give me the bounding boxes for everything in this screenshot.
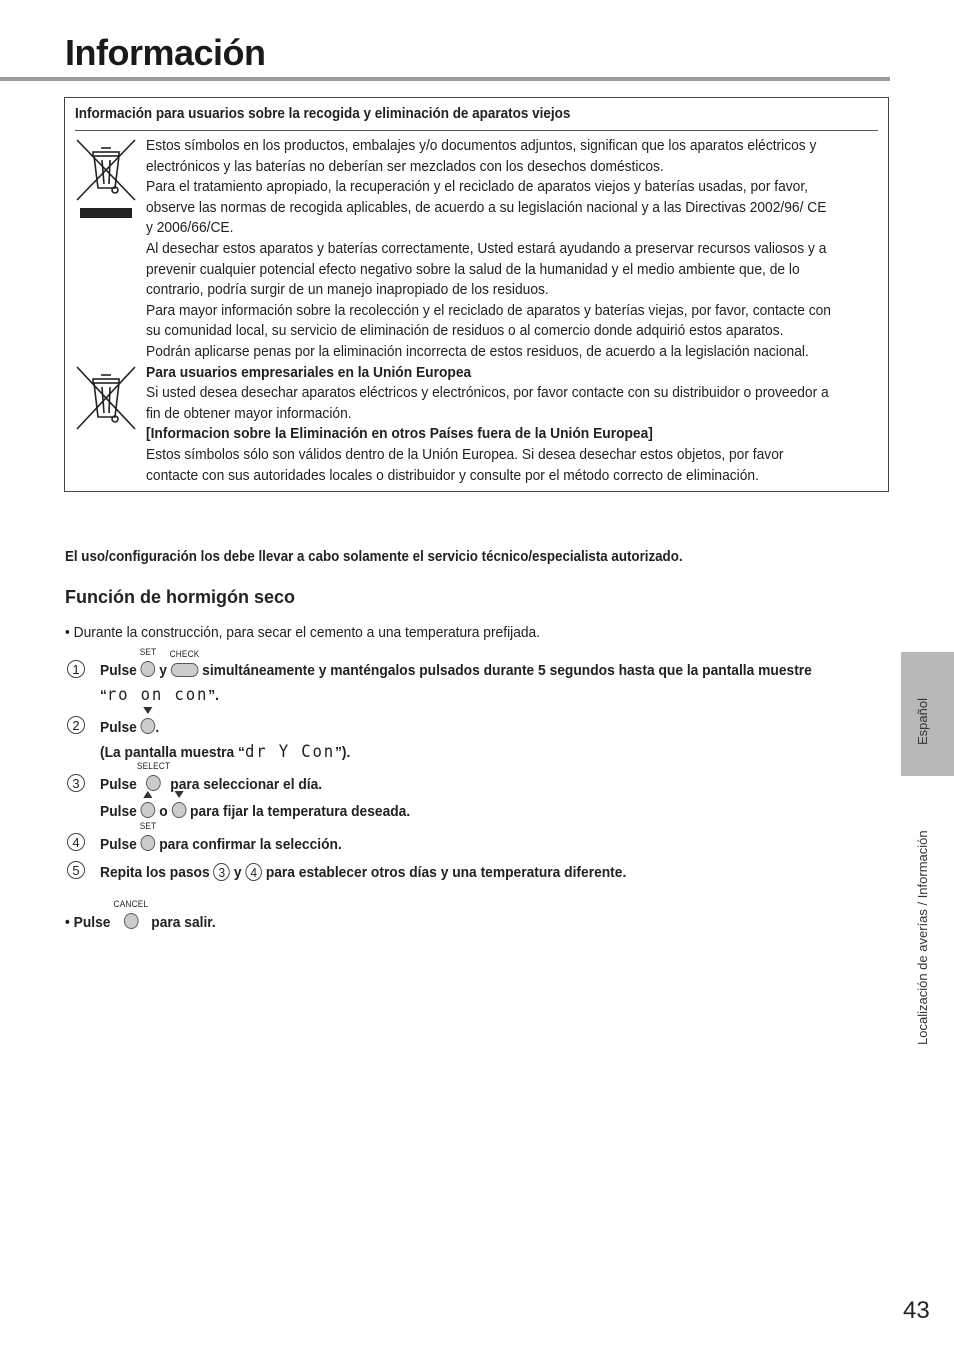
step-number: 5 xyxy=(67,861,85,879)
info-paragraph: Podrán aplicarse penas por la eliminación incorrecta de estos residuos, de acuerdo a la legislación nacional. xyxy=(146,342,809,360)
down-button-icon xyxy=(141,718,156,734)
segment-display-text: ro on con xyxy=(106,685,209,705)
step-text: para salir. xyxy=(151,914,216,931)
step-text: para establecer otros días y una temperatura diferente. xyxy=(265,864,627,881)
step-text: para confirmar la selección. xyxy=(159,836,342,853)
step-text: para seleccionar el día. xyxy=(170,776,323,793)
step-number: 3 xyxy=(67,774,85,792)
page-number: 43 xyxy=(903,1297,930,1324)
section-heading: Función de hormigón seco xyxy=(65,587,296,607)
info-box-text xyxy=(146,136,836,486)
non-eu-heading: [Informacion sobre la Eliminación en otros Países fuera de la Unión Europea] xyxy=(146,425,653,443)
title-rule xyxy=(0,77,890,81)
quote-mark: ”. xyxy=(208,687,219,704)
step-2 xyxy=(100,718,159,736)
step-3-line2 xyxy=(100,802,410,820)
crossed-bin-icon xyxy=(75,365,137,433)
step-text: Pulse xyxy=(100,719,137,736)
info-paragraph: Para mayor información sobre la recolección y el reciclado de aparatos y baterías viejas, por favor, contacte con su comunidad local, su servicio de eliminación de residuos o al comercio donde adquirió estos aparatos. xyxy=(146,301,831,340)
set-button-icon xyxy=(139,821,157,851)
step-text: y xyxy=(159,662,167,679)
step-text: Pulse xyxy=(100,662,137,679)
info-paragraph: Estos símbolos en los productos, embalajes y/o documentos adjuntos, significan que los aparatos eléctricos y electrónicos y las baterías no deberían ser mezclados con los desechos domésticos. xyxy=(146,137,817,175)
button-caption: CHECK xyxy=(169,649,200,659)
button-caption: SELECT xyxy=(136,761,171,771)
info-paragraph: Estos símbolos sólo son válidos dentro de la Unión Europea. Si desea desechar estos objetos, por favor contacte con sus autoridades locales o distribuidor y consulte por el método correcto de eliminación. xyxy=(146,445,784,484)
section-bullet: • Durante la construcción, para secar el cemento a una temperatura prefijada. xyxy=(65,624,541,641)
info-paragraph: Al desechar estos aparatos y baterías correctamente, Usted estará ayudando a preservar recursos valiosos y a prevenir cualquier potencial efecto negativo sobre la salud de la humanidad y el medio ambiente que, de lo contrario, podría surgir de un manejo inapropiado de los residuos. xyxy=(146,239,827,299)
button-caption: SET xyxy=(139,647,157,657)
segment-display-text: dr Y Con xyxy=(244,742,336,762)
step-text: (La pantalla muestra “ xyxy=(100,744,245,761)
info-box-heading: Información para usuarios sobre la recogida y eliminación de aparatos viejos xyxy=(75,106,571,122)
language-tab-label: Español xyxy=(915,698,930,745)
step-text: y xyxy=(233,864,242,881)
quote-mark: “ xyxy=(100,687,107,704)
step-number: 4 xyxy=(67,833,85,851)
step-4 xyxy=(100,821,342,853)
step-3 xyxy=(100,761,323,793)
step-text: . xyxy=(155,719,160,736)
cancel-button-icon xyxy=(113,899,149,929)
step-text: para fijar la temperatura deseada. xyxy=(190,803,411,820)
weee-info-box xyxy=(64,97,889,492)
step-text: Pulse xyxy=(100,803,137,820)
page-title: Información xyxy=(65,32,266,73)
step-text: Pulse xyxy=(100,776,137,793)
step-reference: 3 xyxy=(214,863,231,881)
eu-business-heading: Para usuarios empresariales en la Unión Europea xyxy=(146,363,472,381)
button-caption: CANCEL xyxy=(113,899,149,909)
step-text: • Pulse xyxy=(65,914,111,931)
info-paragraph: Si usted desea desechar aparatos eléctricos y electrónicos, por favor contacte con su distribuidor o proveedor a fin de obtener mayor información. xyxy=(146,384,829,422)
step-2-display xyxy=(100,742,350,762)
step-5 xyxy=(100,863,626,881)
info-box-rule xyxy=(75,130,878,131)
select-button-icon xyxy=(136,761,171,791)
step-reference: 4 xyxy=(245,863,262,881)
step-1-display xyxy=(100,685,219,705)
section-tab-label: Localización de averías / Información xyxy=(915,830,930,1045)
step-text: simultáneamente y manténgalos pulsados durante 5 segundos hasta que la pantalla muestre xyxy=(202,662,812,679)
exit-instruction xyxy=(65,899,216,931)
authorized-service-warning: El uso/configuración los debe llevar a cabo solamente el servicio técnico/especialista autorizado. xyxy=(65,549,683,565)
step-number: 1 xyxy=(67,660,85,678)
up-button-icon xyxy=(141,802,156,818)
step-number: 2 xyxy=(67,716,85,734)
step-text: o xyxy=(159,803,168,820)
check-button-icon xyxy=(169,649,200,677)
step-text: Pulse xyxy=(100,836,137,853)
step-text: ”). xyxy=(335,744,351,761)
crossed-bin-icon xyxy=(75,138,137,222)
step-1 xyxy=(100,647,812,679)
set-button-icon xyxy=(139,647,157,677)
button-caption: SET xyxy=(139,821,157,831)
step-text: Repita los pasos xyxy=(100,864,210,881)
info-paragraph: Para el tratamiento apropiado, la recuperación y el reciclado de aparatos viejos y baterías usadas, por favor, observe las normas de recogida aplicables, de acuerdo a su legislación nacional y a las Directivas 2002/96/ CE y 2006/66/CE. xyxy=(146,178,827,237)
down-button-icon xyxy=(172,802,187,818)
